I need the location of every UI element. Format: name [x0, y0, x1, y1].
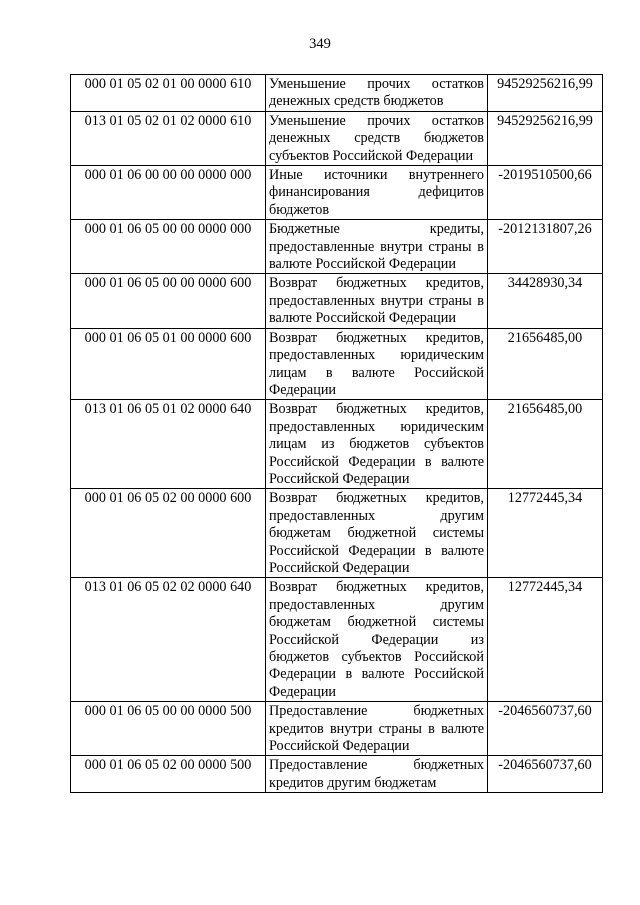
- description-cell: Предоставление бюджетных кредитов внутри страны в валюте Российской Федерации: [266, 702, 488, 756]
- table-row: [71, 702, 603, 756]
- amount-cell: 12772445,34: [488, 489, 603, 578]
- amount-cell: 34428930,34: [488, 274, 603, 328]
- description-cell: Предоставление бюджетных кредитов другим бюджетам: [266, 756, 488, 793]
- table-row: [71, 756, 603, 793]
- table-row: [71, 578, 603, 702]
- description-cell: Возврат бюджетных кредитов, предоставленных внутри страны в валюте Российской Федерации: [266, 274, 488, 328]
- budget-code-cell: 013 01 06 05 02 02 0000 640: [71, 578, 266, 702]
- description-cell: Бюджетные кредиты, предоставленные внутри страны в валюте Российской Федерации: [266, 220, 488, 274]
- budget-code-cell: 000 01 06 05 00 00 0000 000: [71, 220, 266, 274]
- budget-code-cell: 000 01 06 05 00 00 0000 500: [71, 702, 266, 756]
- table-row: [71, 400, 603, 489]
- budget-code-cell: 000 01 06 05 02 00 0000 500: [71, 756, 266, 793]
- table-row: [71, 75, 603, 112]
- amount-cell: -2019510500,66: [488, 166, 603, 220]
- amount-cell: 12772445,34: [488, 578, 603, 702]
- description-cell: Возврат бюджетных кредитов, предоставленных другим бюджетам бюджетной системы Российской Федерации в валюте Российской Федерации: [266, 489, 488, 578]
- table-row: [71, 220, 603, 274]
- budget-code-cell: 000 01 05 02 01 00 0000 610: [71, 75, 266, 112]
- amount-cell: 21656485,00: [488, 328, 603, 400]
- amount-cell: 21656485,00: [488, 400, 603, 489]
- description-cell: Возврат бюджетных кредитов, предоставленных юридическим лицам в валюте Российской Федерации: [266, 328, 488, 400]
- budget-code-cell: 013 01 06 05 01 02 0000 640: [71, 400, 266, 489]
- description-cell: Возврат бюджетных кредитов, предоставленных юридическим лицам из бюджетов субъектов Российской Федерации в валюте Российской Федерации: [266, 400, 488, 489]
- amount-cell: -2012131807,26: [488, 220, 603, 274]
- table-row: [71, 328, 603, 400]
- budget-code-cell: 000 01 06 05 02 00 0000 600: [71, 489, 266, 578]
- description-cell: Уменьшение прочих остатков денежных средств бюджетов: [266, 75, 488, 112]
- description-cell: Уменьшение прочих остатков денежных средств бюджетов субъектов Российской Федерации: [266, 111, 488, 165]
- description-cell: Иные источники внутреннего финансирования дефицитов бюджетов: [266, 166, 488, 220]
- budget-sources-table: [70, 74, 603, 793]
- amount-cell: 94529256216,99: [488, 75, 603, 112]
- table-row: [71, 111, 603, 165]
- budget-code-cell: 000 01 06 05 01 00 0000 600: [71, 328, 266, 400]
- table-row: [71, 489, 603, 578]
- budget-code-cell: 000 01 06 00 00 00 0000 000: [71, 166, 266, 220]
- table-row: [71, 166, 603, 220]
- amount-cell: -2046560737,60: [488, 756, 603, 793]
- budget-code-cell: 000 01 06 05 00 00 0000 600: [71, 274, 266, 328]
- amount-cell: 94529256216,99: [488, 111, 603, 165]
- page-number: 349: [309, 36, 331, 52]
- budget-code-cell: 013 01 05 02 01 02 0000 610: [71, 111, 266, 165]
- description-cell: Возврат бюджетных кредитов, предоставленных другим бюджетам бюджетной системы Российской Федерации из бюджетов субъектов Российской Федерации в валюте Российской Федерации: [266, 578, 488, 702]
- amount-cell: -2046560737,60: [488, 702, 603, 756]
- table-row: [71, 274, 603, 328]
